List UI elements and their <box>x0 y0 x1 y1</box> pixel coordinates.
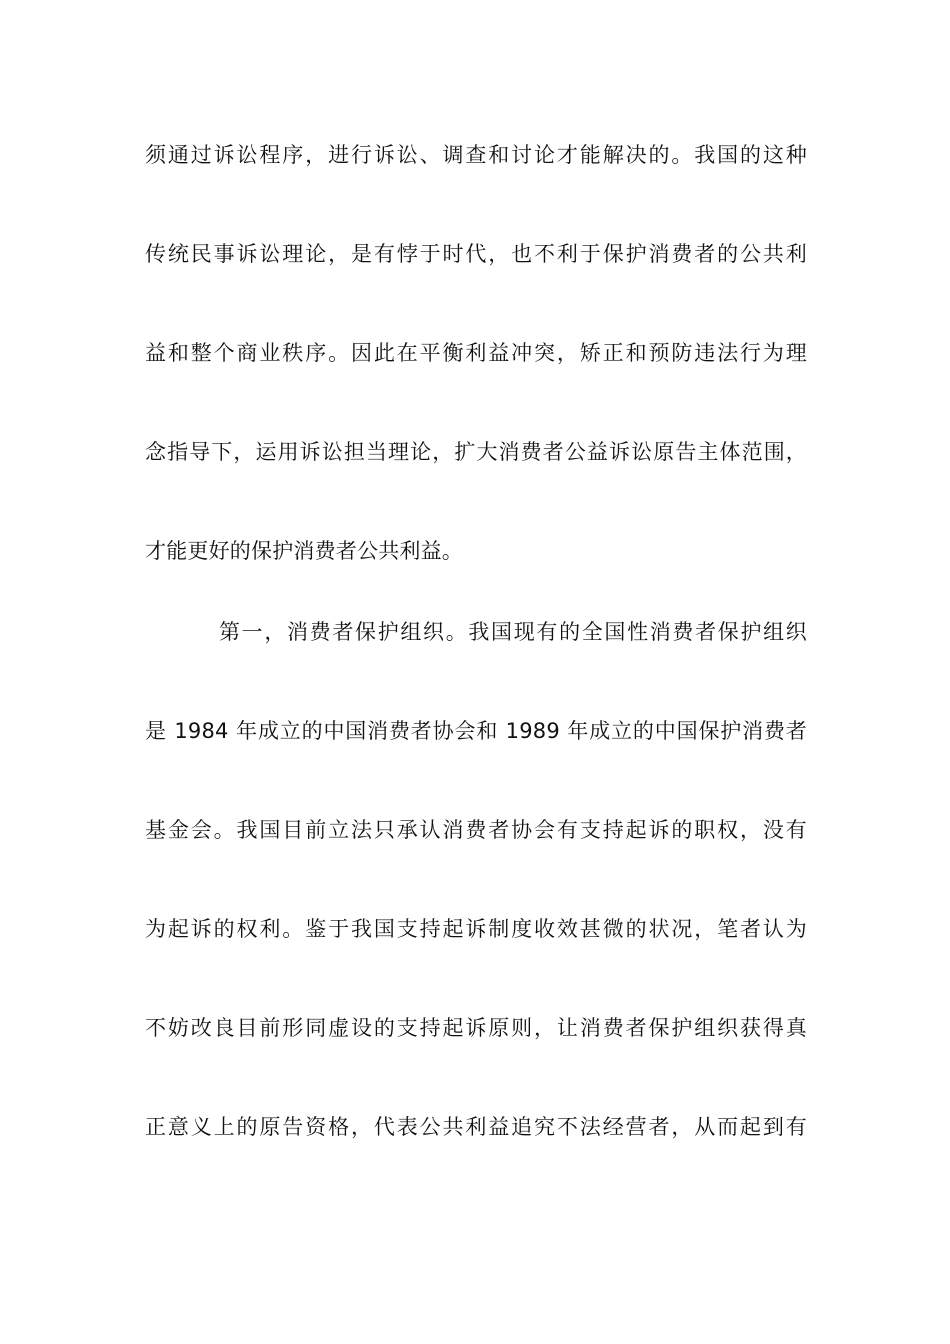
paragraph-line: 不妨改良目前形同虚设的支持起诉原则，让消费者保护组织获得真 <box>145 1016 807 1040</box>
paragraph-line: 第一，消费者保护组织。我国现有的全国性消费者保护组织 <box>219 620 807 644</box>
paragraph-line: 须通过诉讼程序，进行诉讼、调查和讨论才能解决的。我国的这种 <box>145 143 807 167</box>
paragraph-line: 传统民事诉讼理论，是有悖于时代，也不利于保护消费者的公共利 <box>145 242 807 266</box>
paragraph-line: 是 1984 年成立的中国消费者协会和 1989 年成立的中国保护消费者 <box>145 719 807 743</box>
paragraph-line: 才能更好的保护消费者公共利益。 <box>145 539 463 563</box>
paragraph-line: 益和整个商业秩序。因此在平衡利益冲突，矫正和预防违法行为理 <box>145 341 807 365</box>
paragraph-line: 为起诉的权利。鉴于我国支持起诉制度收效甚微的状况，笔者认为 <box>145 917 807 941</box>
paragraph-line: 正意义上的原告资格，代表公共利益追究不法经营者，从而起到有 <box>145 1115 807 1139</box>
paragraph-line: 基金会。我国目前立法只承认消费者协会有支持起诉的职权，没有 <box>145 818 807 842</box>
paragraph-line: 念指导下，运用诉讼担当理论，扩大消费者公益诉讼原告主体范围， <box>145 440 807 464</box>
